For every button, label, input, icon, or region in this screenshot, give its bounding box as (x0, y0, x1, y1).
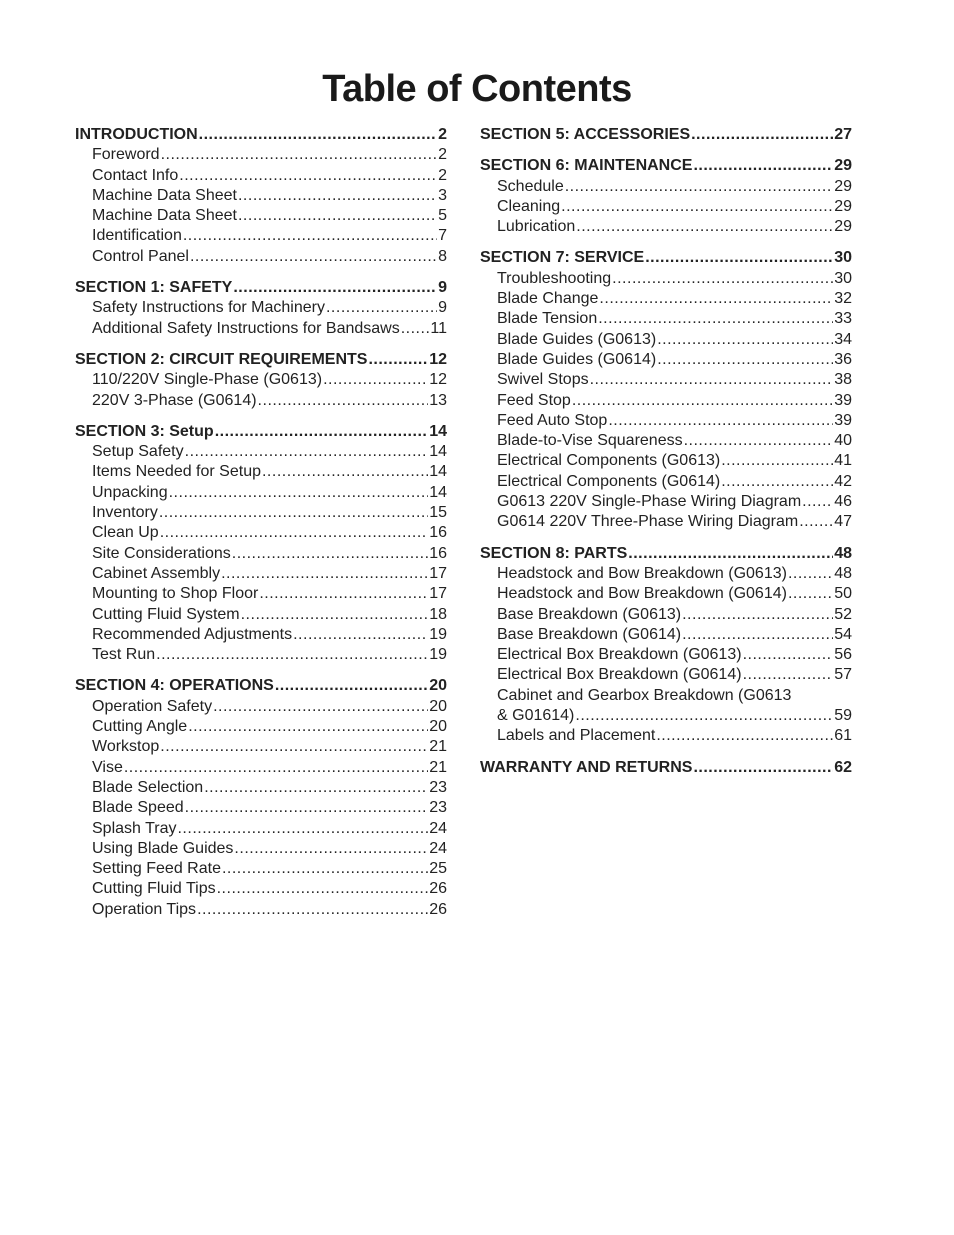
toc-entry[interactable] (480, 411, 852, 431)
toc-entry-label: Safety Instructions for Machinery (92, 299, 325, 317)
toc-entry[interactable] (75, 584, 447, 604)
toc-page-number: 54 (834, 625, 852, 643)
toc-entry-label: Workstop (92, 738, 160, 756)
dot-leader (161, 145, 438, 165)
toc-entry[interactable] (75, 717, 447, 737)
toc-entry-label: Feed Auto Stop (497, 411, 608, 429)
toc-entry-label: SECTION 5: ACCESSORIES (480, 126, 691, 143)
toc-page-number: 12 (429, 350, 447, 368)
toc-entry-label: Labels and Placement (497, 727, 656, 745)
toc-entry[interactable] (480, 605, 852, 625)
toc-entry-label: SECTION 8: PARTS (480, 544, 628, 562)
toc-section-heading[interactable] (480, 125, 852, 145)
toc-page-number: 14 (429, 422, 447, 440)
toc-entry[interactable] (480, 625, 852, 645)
toc-page-number: 24 (429, 839, 447, 857)
dot-leader (401, 319, 430, 339)
toc-page-number: 9 (438, 299, 447, 317)
dot-leader (275, 676, 428, 696)
toc-page-number: 17 (429, 564, 447, 582)
toc-page-number: 23 (429, 778, 447, 796)
toc-entry-label: Inventory (92, 504, 158, 522)
toc-section-heading[interactable] (75, 422, 447, 442)
dot-leader (190, 247, 437, 267)
toc-entry-label: Setup Safety (92, 443, 184, 461)
toc-section-heading[interactable] (480, 248, 852, 268)
toc-entry-label: Cutting Angle (92, 718, 188, 736)
toc-entry[interactable] (75, 697, 447, 717)
dot-leader (156, 645, 428, 665)
toc-entry[interactable] (480, 217, 852, 237)
dot-leader (241, 605, 429, 625)
toc-entry-label: Electrical Box Breakdown (G0613) (497, 646, 742, 664)
toc-page-number: 3 (438, 186, 447, 204)
toc-page-number: 14 (429, 463, 447, 481)
toc-entry[interactable] (480, 431, 852, 451)
dot-leader (788, 564, 833, 584)
toc-entry-label: Feed Stop (497, 391, 571, 409)
toc-entry[interactable] (480, 584, 852, 604)
toc-page-number: 20 (429, 677, 447, 695)
dot-leader (238, 186, 437, 206)
toc-entry-label: Using Blade Guides (92, 839, 234, 857)
toc-page-number: 48 (834, 544, 852, 562)
toc-page-number: 21 (429, 738, 447, 756)
toc-entry-label: Electrical Components (G0613) (497, 452, 721, 470)
toc-entry[interactable] (75, 859, 447, 879)
dot-leader (323, 370, 428, 390)
dot-leader (124, 758, 428, 778)
toc-entry[interactable] (480, 350, 852, 370)
dot-leader (691, 125, 833, 145)
toc-entry-label: Site Considerations (92, 544, 231, 562)
toc-page-number: 2 (438, 126, 447, 143)
toc-page-number: 13 (429, 391, 447, 409)
toc-entry[interactable] (480, 492, 852, 512)
toc-entry-label: G0614 220V Three-Phase Wiring Diagram (497, 513, 799, 531)
toc-entry-label: Schedule (497, 177, 564, 195)
toc-entry[interactable] (480, 665, 852, 685)
dot-leader (598, 309, 833, 329)
toc-page-number: 11 (430, 319, 447, 337)
dot-leader (199, 125, 437, 145)
dot-leader (743, 665, 834, 685)
toc-entry[interactable] (75, 391, 447, 411)
toc-page-number: 8 (438, 247, 447, 265)
toc-entry[interactable] (480, 370, 852, 390)
dot-leader (204, 778, 428, 798)
toc-right-column (480, 125, 852, 789)
toc-page-number: 52 (834, 605, 852, 623)
dot-leader (682, 625, 833, 645)
toc-entry[interactable] (75, 798, 447, 818)
toc-left-column (75, 125, 447, 931)
toc-entry-label: Splash Tray (92, 819, 177, 837)
dot-leader (788, 584, 833, 604)
toc-entry[interactable] (75, 758, 447, 778)
toc-entry[interactable] (75, 370, 447, 390)
toc-entry-label: Blade Tension (497, 310, 598, 328)
toc-page-number: 59 (834, 707, 852, 725)
toc-page-number: 23 (429, 799, 447, 817)
toc-entry-label: INTRODUCTION (75, 126, 198, 143)
dot-leader (721, 472, 833, 492)
toc-entry-label: Blade Guides (G0614) (497, 350, 657, 368)
toc-page-number: 21 (429, 758, 447, 776)
dot-leader (197, 900, 428, 920)
toc-entry-label: Lubrication (497, 218, 576, 236)
toc-entry[interactable] (75, 819, 447, 839)
toc-page-number: 61 (834, 727, 852, 745)
toc-page-number: 27 (834, 126, 852, 143)
toc-page-number: 20 (429, 697, 447, 715)
toc-page-number: 29 (834, 177, 852, 195)
toc-section (480, 248, 852, 532)
toc-entry[interactable] (75, 145, 447, 165)
toc-page-number: 50 (834, 585, 852, 603)
toc-entry[interactable] (480, 330, 852, 350)
toc-page-number: 18 (429, 605, 447, 623)
toc-entry-label: Headstock and Bow Breakdown (G0613) (497, 564, 787, 582)
dot-leader (657, 330, 833, 350)
toc-section (75, 350, 447, 411)
toc-page-number: 36 (834, 350, 852, 368)
toc-entry[interactable] (75, 206, 447, 226)
toc-entry[interactable] (480, 289, 852, 309)
toc-section-heading[interactable] (480, 544, 852, 564)
toc-page-number: 38 (834, 371, 852, 389)
dot-leader (160, 523, 429, 543)
toc-page-number: 46 (834, 493, 852, 511)
toc-page-number: 5 (438, 207, 447, 225)
dot-leader (565, 177, 833, 197)
dot-leader (799, 512, 833, 532)
toc-page-number: 41 (834, 452, 852, 470)
toc-entry-label: Contact Info (92, 166, 179, 184)
toc-page-number: 2 (438, 166, 447, 184)
dot-leader (572, 391, 833, 411)
dot-leader (612, 269, 833, 289)
toc-entry[interactable] (75, 645, 447, 665)
toc-section (75, 125, 447, 267)
dot-leader (657, 350, 833, 370)
toc-entry[interactable] (480, 269, 852, 289)
toc-page-number: 56 (834, 646, 852, 664)
toc-entry-label: Cabinet Assembly (92, 564, 221, 582)
toc-page-number: 32 (834, 290, 852, 308)
toc-page-number: 12 (429, 371, 447, 389)
toc-entry[interactable] (75, 900, 447, 920)
toc-entry[interactable] (75, 166, 447, 186)
toc-page-number: 24 (429, 819, 447, 837)
toc-entry[interactable] (75, 839, 447, 859)
dot-leader (693, 156, 833, 176)
toc-entry-label: Troubleshooting (497, 269, 612, 287)
toc-entry[interactable] (75, 523, 447, 543)
toc-page-number: 34 (834, 330, 852, 348)
dot-leader (802, 492, 833, 512)
toc-entry-label: Unpacking (92, 483, 168, 501)
toc-entry-label: & G01614) (497, 707, 575, 725)
toc-entry-label: Base Breakdown (G0614) (497, 625, 682, 643)
toc-page-number: 20 (429, 718, 447, 736)
toc-entry-label: Additional Safety Instructions for Bandsaws (92, 319, 400, 337)
toc-page-number: 40 (834, 432, 852, 450)
toc-page-number: 19 (429, 646, 447, 664)
toc-entry[interactable] (75, 247, 447, 267)
toc-entry[interactable] (75, 605, 447, 625)
toc-entry-label: Machine Data Sheet (92, 186, 237, 204)
toc-entry[interactable] (75, 462, 447, 482)
toc-page-number: 16 (429, 524, 447, 542)
toc-entry-label: Test Run (92, 646, 156, 664)
toc-page-number: 25 (429, 860, 447, 878)
dot-leader (326, 298, 437, 318)
toc-entry[interactable] (75, 226, 447, 246)
toc-section (75, 422, 447, 666)
dot-leader (183, 226, 437, 246)
toc-entry-label: Recommended Adjustments (92, 625, 293, 643)
toc-entry-label: 110/220V Single-Phase (G0613) (92, 371, 323, 389)
toc-entry[interactable] (480, 309, 852, 329)
toc-page-number: 26 (429, 900, 447, 918)
toc-entry-label: Blade Change (497, 290, 599, 308)
toc-entry-label: Headstock and Bow Breakdown (G0614) (497, 585, 787, 603)
dot-leader (258, 391, 429, 411)
toc-entry[interactable] (480, 706, 852, 726)
toc-entry-label: Blade-to-Vise Squareness (497, 432, 683, 450)
toc-section (480, 125, 852, 145)
dot-leader (608, 411, 833, 431)
toc-page-number: 57 (834, 666, 852, 684)
dot-leader (693, 758, 833, 778)
toc-entry-label: Base Breakdown (G0613) (497, 605, 682, 623)
dot-leader (221, 564, 428, 584)
toc-entry[interactable] (75, 483, 447, 503)
toc-page-number: 30 (834, 249, 852, 267)
dot-leader (160, 737, 428, 757)
dot-leader (215, 422, 429, 442)
toc-entry-label: Setting Feed Rate (92, 860, 221, 878)
toc-page-number: 15 (429, 504, 447, 522)
toc-entry-label: Blade Guides (G0613) (497, 330, 657, 348)
dot-leader (222, 859, 428, 879)
dot-leader (656, 726, 833, 746)
dot-leader (179, 166, 437, 186)
toc-entry-label: Cutting Fluid System (92, 605, 240, 623)
toc-entry-label: SECTION 2: CIRCUIT REQUIREMENTS (75, 350, 368, 368)
toc-entry[interactable] (480, 564, 852, 584)
toc-page-number: 48 (834, 564, 852, 582)
toc-page-number: 9 (438, 279, 447, 297)
dot-leader (159, 503, 428, 523)
dot-leader (233, 278, 437, 298)
toc-entry[interactable] (75, 737, 447, 757)
toc-entry-label: Cleaning (497, 197, 561, 215)
toc-entry[interactable] (75, 186, 447, 206)
toc-entry-label: Blade Speed (92, 799, 184, 817)
dot-leader (590, 370, 834, 390)
toc-page-number: 2 (438, 146, 447, 164)
toc-entry-label: SECTION 1: SAFETY (75, 279, 233, 297)
toc-entry[interactable] (75, 778, 447, 798)
toc-entry[interactable] (480, 512, 852, 532)
toc-entry-label: Cabinet and Gearbox Breakdown (G0613 (497, 686, 792, 704)
toc-entry-label: 220V 3-Phase (G0614) (92, 391, 257, 409)
toc-entry-label: Control Panel (92, 247, 189, 265)
dot-leader (743, 645, 834, 665)
toc-entry-label: Foreword (92, 146, 160, 164)
toc-entry-label: SECTION 6: MAINTENANCE (480, 157, 693, 175)
dot-leader (293, 625, 428, 645)
toc-entry[interactable] (75, 544, 447, 564)
toc-entry[interactable] (480, 451, 852, 471)
dot-leader (234, 839, 428, 859)
toc-page-number: 39 (834, 391, 852, 409)
toc-page-number: 30 (834, 269, 852, 287)
toc-entry[interactable] (75, 625, 447, 645)
dot-leader (628, 544, 833, 564)
toc-page-number: 17 (429, 585, 447, 603)
toc-entry[interactable] (75, 298, 447, 318)
toc-section-heading[interactable] (75, 125, 447, 145)
toc-entry-label: WARRANTY AND RETURNS (480, 758, 693, 776)
toc-entry[interactable] (75, 503, 447, 523)
toc-section (75, 676, 447, 920)
toc-page-number: 42 (834, 472, 852, 490)
dot-leader (721, 451, 833, 471)
toc-entry-label: Clean Up (92, 524, 159, 542)
toc-page-number: 7 (438, 227, 447, 245)
toc-page-number: 14 (429, 483, 447, 501)
dot-leader (682, 605, 833, 625)
toc-page-number: 33 (834, 310, 852, 328)
toc-entry[interactable] (480, 391, 852, 411)
toc-entry[interactable] (75, 879, 447, 899)
toc-page-number: 39 (834, 411, 852, 429)
toc-entry[interactable] (480, 726, 852, 746)
toc-entry[interactable] (75, 442, 447, 462)
dot-leader (575, 706, 833, 726)
dot-leader (188, 717, 428, 737)
toc-entry-label: Vise (92, 758, 123, 776)
toc-entry[interactable] (480, 177, 852, 197)
toc-entry[interactable] (480, 472, 852, 492)
dot-leader (561, 197, 833, 217)
dot-leader (645, 248, 833, 268)
toc-section-heading[interactable] (480, 156, 852, 176)
dot-leader (599, 289, 833, 309)
toc-page-number: 62 (834, 758, 852, 776)
dot-leader (238, 206, 437, 226)
toc-entry[interactable] (75, 564, 447, 584)
dot-leader (185, 442, 429, 462)
dot-leader (177, 819, 428, 839)
toc-entry[interactable] (480, 645, 852, 665)
toc-entry-label: Electrical Components (G0614) (497, 472, 721, 490)
toc-section (480, 544, 852, 747)
toc-page-number: 47 (834, 513, 852, 531)
toc-section (480, 156, 852, 237)
toc-section-heading[interactable] (75, 676, 447, 696)
toc-entry-label: Cutting Fluid Tips (92, 880, 216, 898)
dot-leader (259, 584, 428, 604)
dot-leader (368, 350, 428, 370)
toc-entry-label: Items Needed for Setup (92, 463, 261, 481)
toc-section-heading[interactable] (75, 278, 447, 298)
toc-entry-label: Machine Data Sheet (92, 207, 237, 225)
toc-page-number: 14 (429, 443, 447, 461)
toc-entry-label: Electrical Box Breakdown (G0614) (497, 666, 742, 684)
dot-leader (185, 798, 429, 818)
page-title: Table of Contents (322, 68, 632, 110)
toc-entry-label: G0613 220V Single-Phase Wiring Diagram (497, 493, 802, 511)
toc-entry[interactable] (75, 319, 447, 339)
toc-page-number: 26 (429, 880, 447, 898)
dot-leader (232, 544, 428, 564)
toc-entry-label: Operation Safety (92, 697, 213, 715)
toc-section-heading[interactable] (480, 758, 852, 778)
toc-entry-label: SECTION 3: Setup (75, 422, 214, 440)
dot-leader (576, 217, 833, 237)
toc-section (75, 278, 447, 339)
toc-entry-label: Mounting to Shop Floor (92, 585, 259, 603)
toc-entry-label: Operation Tips (92, 900, 197, 918)
dot-leader (684, 431, 834, 451)
toc-page-number: 29 (834, 157, 852, 175)
toc-section-heading[interactable] (75, 350, 447, 370)
dot-leader (217, 879, 429, 899)
toc-page-number: 19 (429, 625, 447, 643)
dot-leader (213, 697, 428, 717)
toc-section (480, 758, 852, 778)
toc-entry-label: SECTION 7: SERVICE (480, 249, 645, 267)
dot-leader (169, 483, 429, 503)
toc-page-number: 29 (834, 197, 852, 215)
toc-entry-label: Identification (92, 227, 182, 245)
toc-entry-label: SECTION 4: OPERATIONS (75, 677, 274, 695)
toc-entry[interactable] (480, 197, 852, 217)
toc-page-number: 29 (834, 218, 852, 236)
toc-page-number: 16 (429, 544, 447, 562)
dot-leader (262, 462, 428, 482)
toc-entry-label: Blade Selection (92, 778, 204, 796)
toc-entry-label: Swivel Stops (497, 371, 589, 389)
